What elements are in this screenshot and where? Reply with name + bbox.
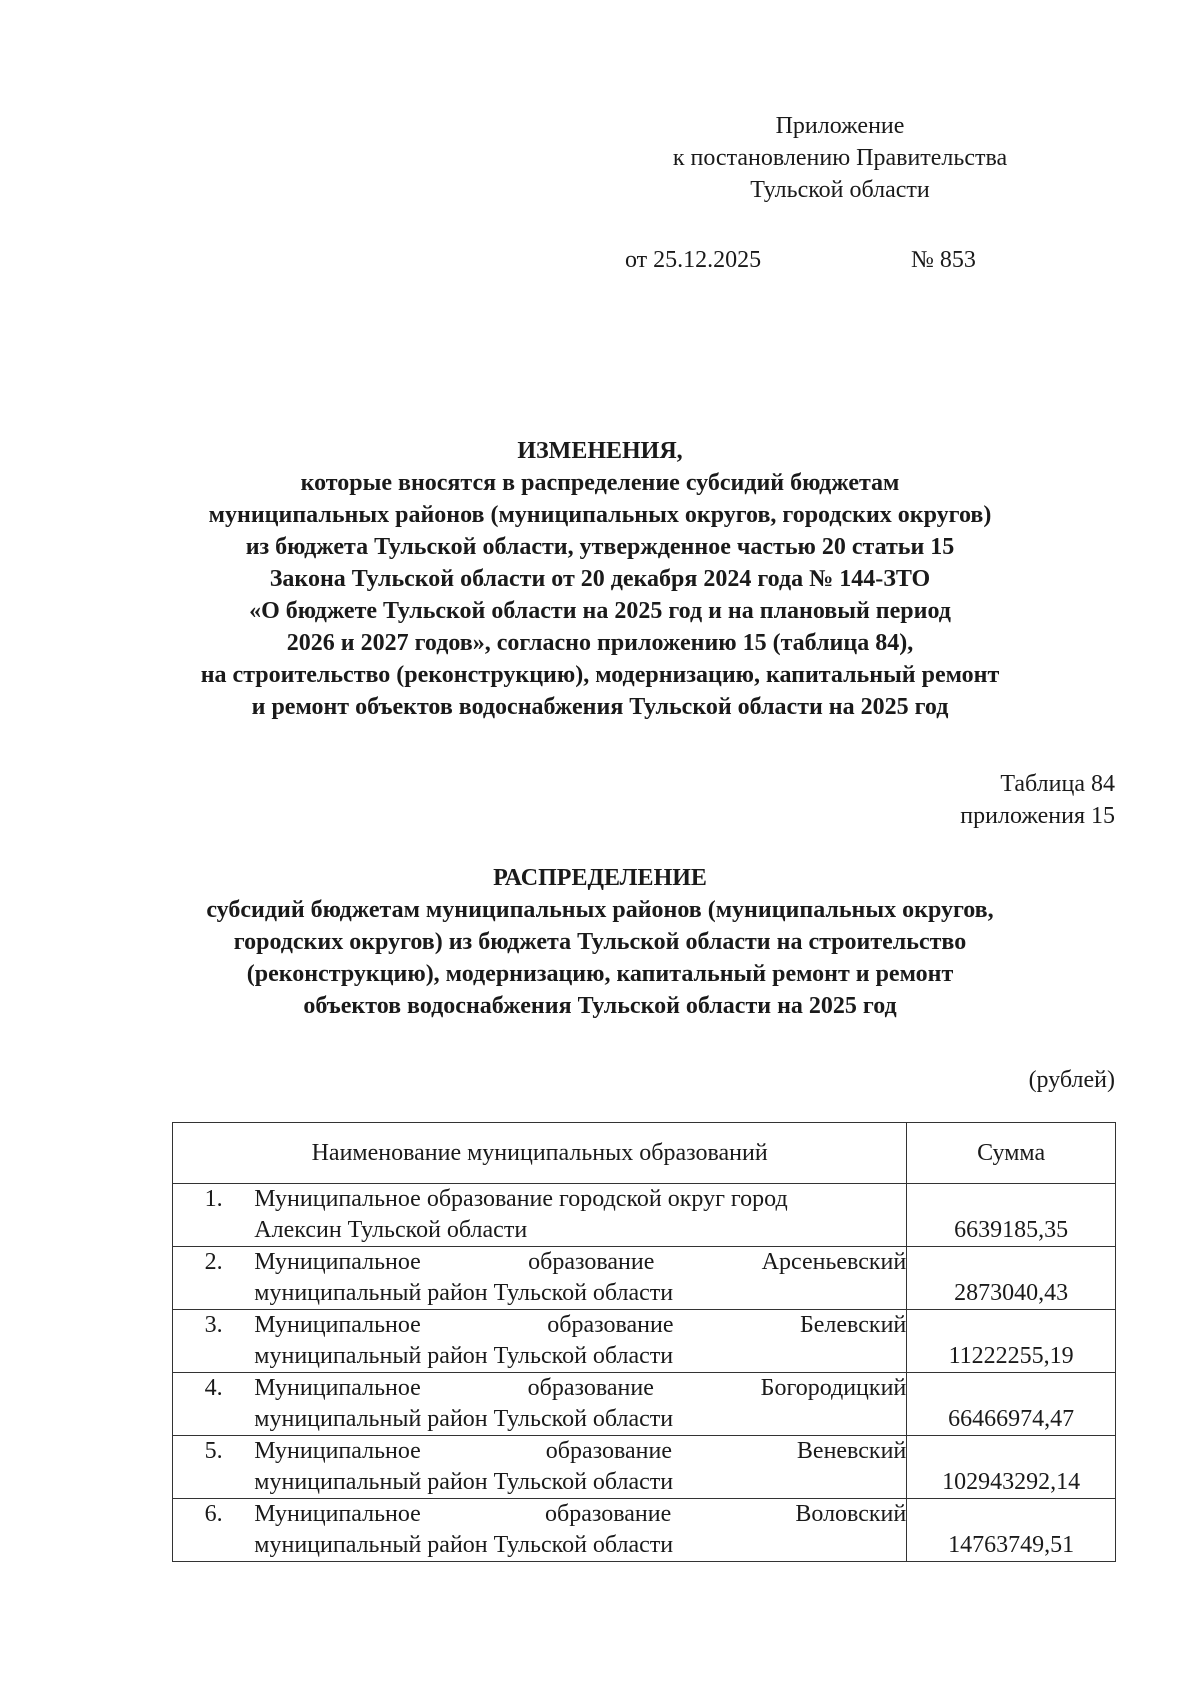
units-label: (рублей)	[1028, 1067, 1115, 1093]
table-row	[173, 1373, 1116, 1436]
row-name-line: муниципальный район Тульской области	[254, 1343, 674, 1369]
row-municipality-name	[254, 1499, 906, 1562]
row-name-line: Алексин Тульской области	[254, 1217, 528, 1243]
row-name-line: муниципальный район Тульской области	[254, 1406, 674, 1432]
row-index: 2.	[173, 1247, 255, 1310]
row-name-line: Муниципальное образование Богородицкий	[254, 1375, 907, 1401]
distribution-table	[172, 1122, 1116, 1562]
column-header-name: Наименование муниципальных образований	[173, 1123, 907, 1184]
appendix-resolution-label: к постановлению Правительства	[672, 145, 1008, 171]
table-row	[173, 1499, 1116, 1562]
table-row	[173, 1310, 1116, 1373]
distribution-title-line: субсидий бюджетам муниципальных районов (муниципальных округов,	[206, 897, 994, 923]
changes-title	[100, 435, 1100, 723]
row-index: 5.	[173, 1436, 255, 1499]
table-row	[173, 1184, 1116, 1247]
appendix-header	[600, 110, 1080, 206]
resolution-date-number	[625, 244, 976, 276]
table-reference	[960, 768, 1115, 832]
distribution-title-line: городских округов) из бюджета Тульской области на строительство	[233, 929, 967, 955]
changes-title-line: которые вносятся в распределение субсидий бюджетам	[300, 470, 900, 496]
changes-title-line: 2026 и 2027 годов», согласно приложению 15 (таблица 84),	[286, 630, 914, 656]
row-sum: 66466974,47	[907, 1373, 1116, 1436]
row-index: 1.	[173, 1184, 255, 1247]
distribution-heading: РАСПРЕДЕЛЕНИЕ	[493, 865, 707, 891]
table-row	[173, 1247, 1116, 1310]
row-sum: 6639185,35	[907, 1184, 1116, 1247]
changes-title-line: на строительство (реконструкцию), модернизацию, капитальный ремонт	[200, 662, 1000, 688]
changes-title-line: и ремонт объектов водоснабжения Тульской области на 2025 год	[251, 694, 949, 720]
appendix-label: Приложение	[775, 113, 905, 139]
appendix-region-label: Тульской области	[750, 177, 930, 203]
row-index: 3.	[173, 1310, 255, 1373]
row-municipality-name	[254, 1247, 906, 1310]
row-name-line: Муниципальное образование Белевский	[254, 1312, 907, 1338]
row-sum: 11222255,19	[907, 1310, 1116, 1373]
changes-title-line: из бюджета Тульской области, утвержденное частью 20 статьи 15	[245, 534, 955, 560]
row-sum: 2873040,43	[907, 1247, 1116, 1310]
row-index: 6.	[173, 1499, 255, 1562]
row-name-line: Муниципальное образование городской округ город	[254, 1186, 788, 1212]
distribution-title-line: объектов водоснабжения Тульской области на 2025 год	[303, 993, 897, 1019]
row-name-line: Муниципальное образование Веневский	[254, 1438, 907, 1464]
row-index: 4.	[173, 1373, 255, 1436]
row-municipality-name	[254, 1436, 906, 1499]
row-name-line: Муниципальное образование Воловский	[254, 1501, 907, 1527]
row-municipality-name	[254, 1310, 906, 1373]
resolution-date: от 25.12.2025	[625, 247, 762, 273]
row-name-line: муниципальный район Тульской области	[254, 1532, 674, 1558]
changes-title-line: муниципальных районов (муниципальных округов, городских округов)	[208, 502, 992, 528]
table-row	[173, 1436, 1116, 1499]
appendix-number: приложения 15	[960, 803, 1115, 829]
distribution-title	[100, 862, 1100, 1022]
column-header-sum: Сумма	[907, 1123, 1116, 1184]
changes-title-line: «О бюджете Тульской области на 2025 год и на плановый период	[249, 598, 951, 624]
row-sum: 102943292,14	[907, 1436, 1116, 1499]
row-municipality-name	[254, 1373, 906, 1436]
row-name-line: муниципальный район Тульской области	[254, 1469, 674, 1495]
table-number: Таблица 84	[1000, 771, 1115, 797]
row-name-line: Муниципальное образование Арсеньевский	[254, 1249, 907, 1275]
row-name-line: муниципальный район Тульской области	[254, 1280, 674, 1306]
resolution-number: № 853	[911, 247, 976, 273]
distribution-title-line: (реконструкцию), модернизацию, капитальный ремонт и ремонт	[246, 961, 954, 987]
table-header-row	[173, 1123, 1116, 1184]
row-municipality-name	[254, 1184, 906, 1247]
changes-heading: ИЗМЕНЕНИЯ,	[517, 438, 683, 464]
changes-title-line: Закона Тульской области от 20 декабря 2024 года № 144-ЗТО	[269, 566, 931, 592]
row-sum: 14763749,51	[907, 1499, 1116, 1562]
